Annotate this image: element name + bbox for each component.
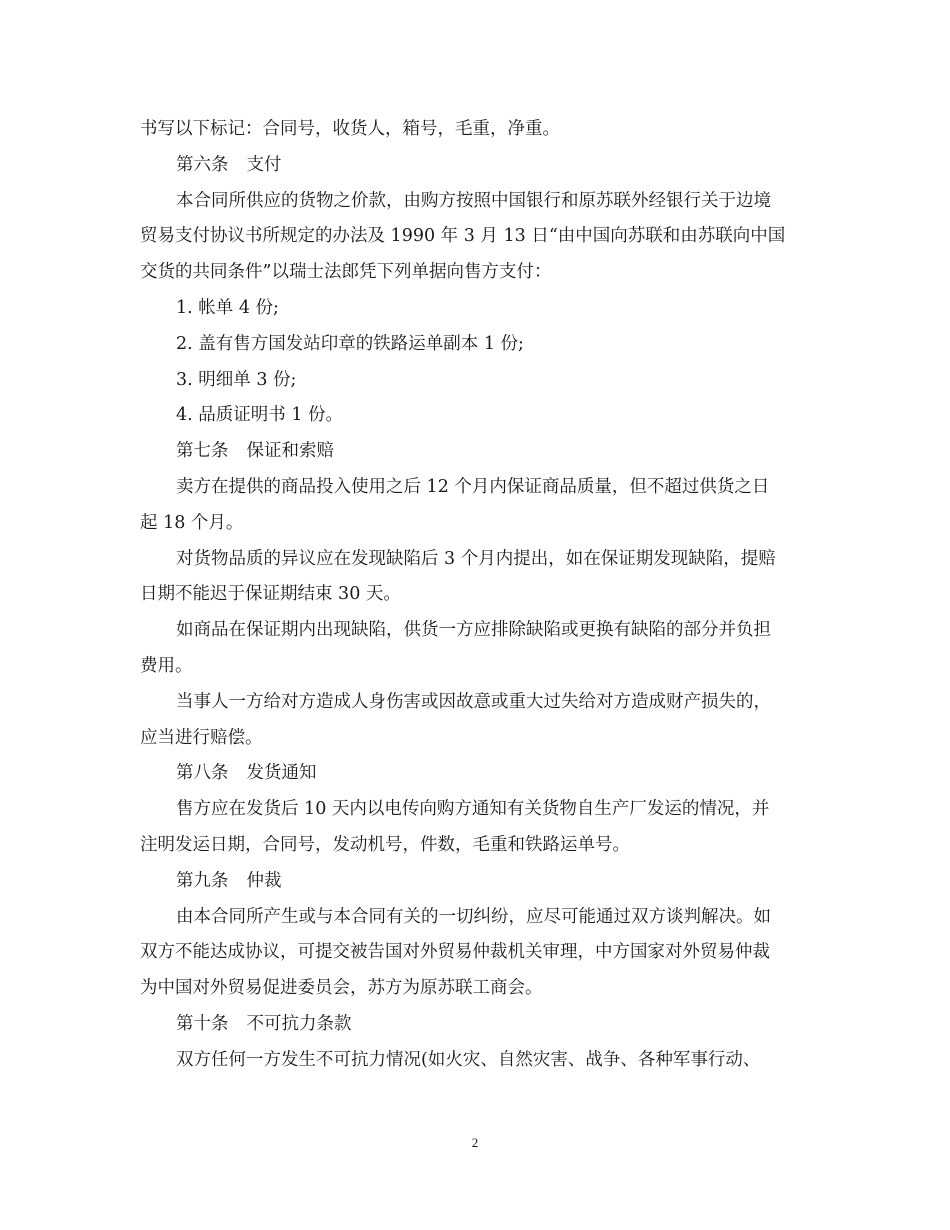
text-line: 4. 品质证明书 1 份。 bbox=[176, 405, 344, 426]
text-line: 起 18 个月。 bbox=[140, 512, 244, 533]
text-line: 书写以下标记：合同号，收货人，箱号，毛重，净重。 bbox=[140, 119, 560, 139]
text-line: 贸易支付协议书所规定的办法及 1990 年 3 月 13 日“由中国向苏联和由苏联向中国 bbox=[140, 226, 786, 247]
text-line: 对货物品质的异议应在发现缺陷后 3 个月内提出，如在保证期发现缺陷，提赔 bbox=[176, 548, 776, 569]
article-title: 不可抗力条款 bbox=[246, 1013, 352, 1034]
article-number: 第六条 bbox=[176, 154, 229, 175]
text-line: 应当进行赔偿。 bbox=[140, 727, 263, 748]
text-line: 本合同所供应的货物之价款，由购方按照中国银行和原苏联外经银行关于边境 bbox=[176, 190, 771, 211]
article-number: 第九条 bbox=[176, 870, 229, 891]
text-line: 为中国对外贸易促进委员会，苏方为原苏联工商会。 bbox=[140, 978, 543, 999]
article-number: 第七条 bbox=[176, 441, 229, 462]
article-number: 第八条 bbox=[176, 763, 229, 784]
text-line: 售方应在发货后 10 天内以电传向购方通知有关货物自生产厂发运的情况，并 bbox=[176, 799, 770, 820]
article-heading bbox=[140, 434, 820, 470]
article-number: 第十条 bbox=[176, 1013, 229, 1034]
text-line: 费用。 bbox=[140, 655, 193, 676]
text-line: 交货的共同条件”以瑞士法郎凭下列单据向售方支付： bbox=[140, 262, 552, 283]
article-title: 支付 bbox=[246, 154, 282, 175]
article-heading bbox=[140, 148, 820, 184]
text-line: 3. 明细单 3 份; bbox=[176, 369, 297, 390]
text-line: 双方不能达成协议，可提交被告国对外贸易仲裁机关审理，中方国家对外贸易仲裁 bbox=[140, 942, 770, 963]
text-line: 由本合同所产生或与本合同有关的一切纠纷，应尽可能通过双方谈判解决。如 bbox=[176, 906, 771, 927]
article-title: 仲裁 bbox=[246, 870, 282, 891]
article-title: 保证和索赔 bbox=[246, 441, 334, 462]
text-line: 2. 盖有售方国发站印章的铁路运单副本 1 份; bbox=[176, 333, 524, 354]
text-line: 双方任何一方发生不可抗力情况(如火灾、自然灾害、战争、各种军事行动、 bbox=[176, 1049, 761, 1070]
contract-text-body bbox=[140, 112, 820, 1079]
text-line: 如商品在保证期内出现缺陷，供货一方应排除缺陷或更换有缺陷的部分并负担 bbox=[176, 620, 771, 641]
text-line: 1. 帐单 4 份; bbox=[176, 297, 279, 318]
article-heading bbox=[140, 756, 820, 792]
text-line: 当事人一方给对方造成人身伤害或因故意或重大过失给对方造成财产损失的， bbox=[176, 691, 771, 712]
text-line: 日期不能迟于保证期结束 30 天。 bbox=[140, 584, 401, 605]
article-heading bbox=[140, 1007, 820, 1043]
article-title: 发货通知 bbox=[246, 763, 317, 784]
article-heading bbox=[140, 864, 820, 900]
text-line: 注明发运日期，合同号，发动机号，件数，毛重和铁路运单号。 bbox=[140, 834, 630, 855]
page-number: 2 bbox=[471, 1135, 479, 1150]
text-line: 卖方在提供的商品投入使用之后 12 个月内保证商品质量，但不超过供货之日 bbox=[176, 476, 770, 497]
